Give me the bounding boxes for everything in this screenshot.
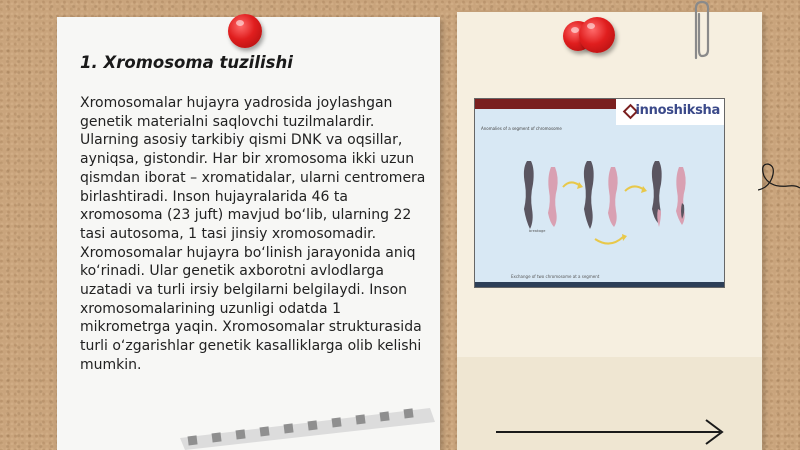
push-pin-icon: [579, 17, 615, 53]
body-paragraph: Xromosomalar hujayra yadrosida joylashgan genetik materialni saqlovchi tuzilmalardir. Ularning asosiy tarkibiy qismi DNK va oqsillar, ayniqsa, gistondir. Har bir xromosoma ikki uzun qismdan iborat – xromatidalar, ularni centromera birlashtiradi. Inson hujayralarida 46 ta xromosoma (23 juft) mavjud bo‘lib, ularning 22 tasi autosoma, 1 tasi jinsiy xromosomadir. Xromosomalar hujayra bo‘linish jarayonida aniq ko‘rinadi. Ular genetik axborotni avlodlarga uzatadi va turli irsiy belgilarni belgilaydi. Inson xromosomalarining uzunligi odatda 1 mikrometrga yaqin. Xromosomalar strukturasida turli o‘zgarishlar genetik kasalliklarga olib kelishi mumkin.: [80, 95, 426, 373]
washi-tape: [180, 402, 440, 450]
slide-subtitle: Anomalies of a segment of chromosome: [481, 126, 562, 131]
chromosome-illustration: [475, 99, 725, 288]
slide-caption: Exchange of two chromosome at a segment: [511, 274, 600, 279]
slide-annotation: breakage: [529, 229, 546, 233]
arrow-right-icon: [494, 416, 726, 446]
slide-footer-bar: [475, 282, 724, 287]
page-title: 1. Xromosoma tuzilishi: [80, 53, 293, 72]
paper-clip-icon: [688, 0, 712, 62]
slide-image: [474, 98, 725, 288]
loop-doodle: [758, 150, 800, 210]
logo-text: innoshiksha: [635, 103, 720, 118]
push-pin-icon: [228, 14, 262, 48]
